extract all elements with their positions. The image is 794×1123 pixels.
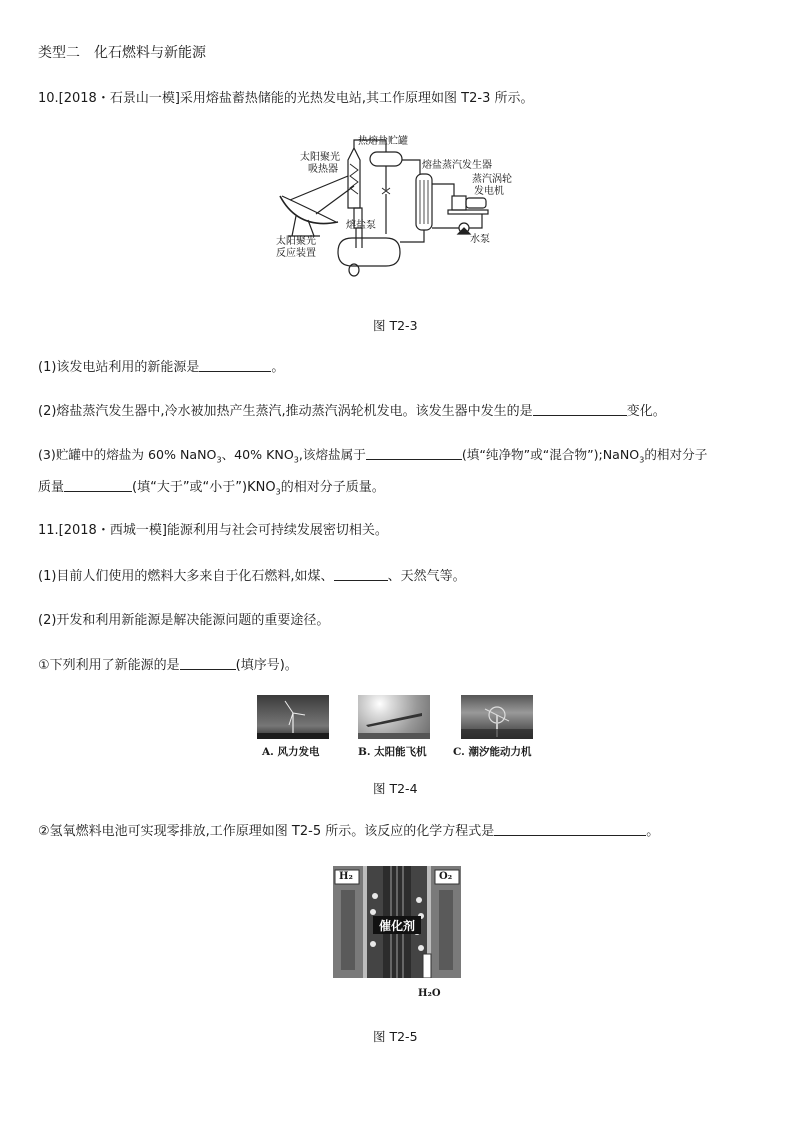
answer-blank-q11-s2[interactable] bbox=[494, 822, 646, 836]
q11-stem: 11.[2018・西城一模]能源利用与社会可持续发展密切相关。 bbox=[38, 523, 388, 538]
caption-t2-4: 图 T2-4 bbox=[373, 781, 418, 796]
answer-blank-q10-1[interactable] bbox=[199, 358, 271, 372]
label-steam-generator: 熔盐蒸汽发生器 bbox=[422, 160, 492, 171]
photo-label-b: B. 太阳能飞机 bbox=[358, 746, 427, 758]
q10-part3-line2: 质量 (填“大于”或“小于$”)KNO_3$的相对分子质量。 bbox=[38, 480, 385, 497]
label-device-2: 反应装置 bbox=[276, 248, 316, 259]
tidal-turbine-icon bbox=[461, 695, 533, 739]
q10-part1: (1)该发电站利用的新能源是 。 bbox=[38, 360, 285, 375]
q11-sub1: ①下列利用了新能源的是 (填序号)。 bbox=[38, 658, 298, 673]
caption-t2-5: 图 T2-5 bbox=[373, 1029, 418, 1044]
answer-blank-q10-3a[interactable] bbox=[366, 446, 462, 460]
q10-part3-line1: (3)贮罐中的熔盐为 60% NaNO$_3$、40% $KNO_3$,该熔盐属于 (填“纯净物”或“混合物”);NaNO$_3$的相对分子 bbox=[38, 447, 708, 465]
label-collector-2: 吸热器 bbox=[308, 164, 338, 175]
label-h2: H₂ bbox=[339, 871, 353, 882]
answer-blank-q11-1[interactable] bbox=[334, 567, 388, 581]
label-turbine-1: 蒸汽涡轮 bbox=[472, 174, 512, 185]
label-salt-pump: 熔盐泵 bbox=[346, 220, 376, 231]
q11-sub2: ②氢氧燃料电池可实现零排放,工作原理如图 T2-5 所示。该反应的化学方程式是 。 bbox=[38, 824, 660, 839]
photo-label-a: A. 风力发电 bbox=[262, 746, 320, 758]
q11-part1: (1)目前人们使用的燃料大多来自于化石燃料,如煤、 、天然气等。 bbox=[38, 569, 466, 584]
label-catalyst: 催化剂 bbox=[379, 919, 416, 933]
solar-thermal-diagram bbox=[268, 130, 538, 300]
solar-plane-icon bbox=[358, 695, 430, 739]
label-turbine-2: 发电机 bbox=[474, 186, 504, 197]
photo-wind-power bbox=[257, 695, 329, 739]
wind-turbine-icon bbox=[257, 695, 329, 739]
label-water-pump: 水泵 bbox=[470, 234, 490, 245]
photo-tidal-power bbox=[461, 695, 533, 739]
q10-stem: 10.[2018・石景山一模]采用熔盐蓄热储能的光热发电站,其工作原理如图 T2-3 所示。 bbox=[38, 91, 534, 106]
label-h2o: H₂O bbox=[418, 988, 441, 999]
label-device-1: 太阳聚光 bbox=[276, 236, 316, 247]
photo-label-c: C. 潮汐能动力机 bbox=[453, 746, 532, 758]
label-o2: O₂ bbox=[439, 871, 453, 882]
caption-t2-3: 图 T2-3 bbox=[373, 318, 418, 333]
q10-part2: (2)熔盐蒸汽发生器中,冷水被加热产生蒸汽,推动蒸汽涡轮机发电。该发生器中发生的是 变化。 bbox=[38, 404, 666, 419]
answer-blank-q10-2[interactable] bbox=[533, 402, 627, 416]
answer-blank-q10-3b[interactable] bbox=[64, 478, 132, 492]
photo-solar-plane bbox=[358, 695, 430, 739]
label-collector-1: 太阳聚光 bbox=[300, 152, 340, 163]
answer-blank-q11-s1[interactable] bbox=[180, 656, 236, 670]
fuel-cell-diagram bbox=[333, 866, 461, 978]
label-hot-tank: 热熔盐贮罐 bbox=[358, 136, 408, 147]
section-title: 类型二 化石燃料与新能源 bbox=[38, 45, 206, 61]
q11-part2: (2)开发和利用新能源是解决能源问题的重要途径。 bbox=[38, 613, 330, 628]
